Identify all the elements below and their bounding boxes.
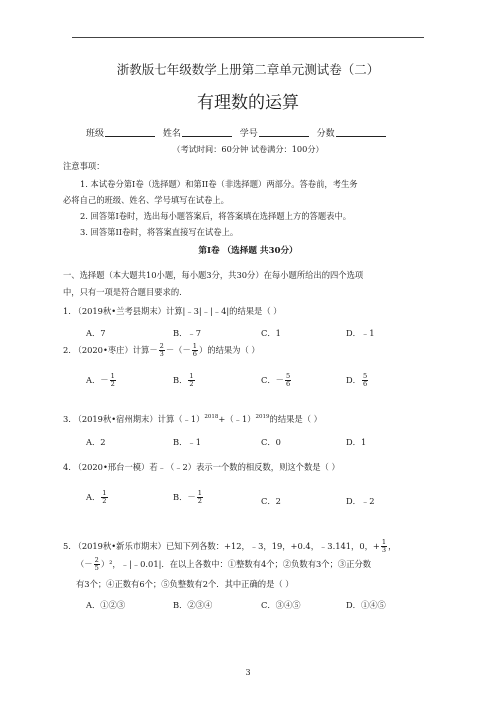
score-label: 分数 [316, 129, 335, 139]
student-id-label: 学号 [239, 129, 258, 139]
section-intro-1: 一、选择题（本大题共10小题，每小题3分，共30分）在每小题所给出的四个选项 [63, 270, 364, 280]
question-5-line-1: 5. （2019秋•新乐市期末）已知下列各数：+12，﹣3，19，+0.4，﹣3.141，0，+ $\frac{1}{3}$ ， [63, 538, 397, 554]
q1-option-a[interactable]: A．7 [86, 328, 106, 338]
score-blank[interactable] [336, 136, 386, 137]
q2-option-d[interactable]: D． $\frac{5}{6}$ [346, 372, 368, 388]
q3-option-b[interactable]: B．﹣1 [173, 437, 201, 447]
section-heading: 第I卷 （选择题 共30分） [198, 246, 298, 256]
q5-fraction-2: $\frac{2}{5}$ [94, 556, 99, 572]
student-info-row [86, 126, 391, 139]
q2-fraction-2: $\frac{1}{6}$ [192, 342, 197, 358]
student-id-blank[interactable] [259, 136, 309, 137]
class-label: 班级 [86, 129, 105, 139]
question-1-stem: 1. （2019秋•兰考县期末）计算|﹣3|﹣|﹣4|的结果是（ ） [63, 306, 282, 316]
q5-option-c[interactable]: C．③④⑤ [261, 600, 301, 610]
header-divider [72, 37, 424, 38]
note-item-3: 3. 回答第II卷时，将答案直接写在试卷上。 [80, 227, 239, 237]
q5-option-d[interactable]: D．①④⑤ [346, 600, 386, 610]
note-item-2: 2. 回答第I卷时，选出每小题答案后，将答案填在选择题上方的答题表中。 [80, 211, 352, 221]
name-blank[interactable] [182, 136, 232, 137]
q2-option-b[interactable]: B． $\frac{1}{2}$ [173, 372, 194, 388]
q3-option-a[interactable]: A．2 [86, 437, 106, 447]
q1-option-b[interactable]: B．﹣7 [173, 328, 201, 338]
q1-option-d[interactable]: D．﹣1 [346, 328, 375, 338]
question-3-stem: 3. （2019秋•宿州期末）计算（﹣1）$^{2018}$+（﹣1）$^{2019}$的结果是（ ） [63, 414, 322, 424]
question-5-line-2: （－ $\frac{2}{5}$ ）²，﹣|﹣0.01|．在以上各数中：①整数有4个；②负数有3个；③正分数 [76, 556, 372, 572]
q5-option-b[interactable]: B．②③④ [173, 600, 213, 610]
page-number: 3 [245, 668, 251, 677]
q2-fraction-1: $\frac{2}{3}$ [159, 342, 164, 358]
q5-option-a[interactable]: A．①②③ [86, 600, 126, 610]
section-intro-2: 中，只有一项是符合题目要求的. [63, 287, 182, 297]
q5-fraction-1: $\frac{1}{3}$ [381, 538, 387, 554]
document-subtitle: 有理数的运算 [197, 93, 299, 113]
document-title: 浙教版七年级数学上册第二章单元测试卷（二） [116, 62, 380, 77]
q4-option-c[interactable]: C．2 [261, 496, 281, 506]
q2-option-a[interactable]: A．－ $\frac{1}{2}$ [86, 372, 115, 388]
class-blank[interactable] [105, 136, 155, 137]
exam-meta: （考试时间：60分钟 试卷满分：100分） [172, 144, 324, 154]
name-label: 姓名 [162, 129, 181, 139]
q3-option-d[interactable]: D．1 [346, 437, 367, 447]
q4-option-b[interactable]: B．－ $\frac{1}{2}$ [173, 489, 202, 505]
q3-option-c[interactable]: C．0 [261, 437, 281, 447]
question-5-line-3: 有3个；④正数有6个；⑤负整数有2个．其中正确的是（ ） [76, 579, 294, 589]
note-item-1: 1. 本试卷分第I卷（选择题）和第II卷（非选择题）两部分。答卷前，考生务 [80, 179, 358, 189]
question-2-stem: 2. （2020•枣庄）计算－ $\frac{2}{3}$ －（－ $\frac{1}{6}$ ）的结果为（ ） [63, 342, 260, 358]
q4-option-a[interactable]: A． $\frac{1}{2}$ [86, 489, 107, 505]
q2-option-c[interactable]: C．－ $\frac{5}{6}$ [261, 372, 291, 388]
notes-heading: 注意事项： [63, 161, 105, 171]
question-4-stem: 4. （2020•邢台一模）若﹣（﹣2）表示一个数的相反数，则这个数是（ ） [63, 462, 340, 472]
q1-option-c[interactable]: C．1 [261, 328, 281, 338]
note-item-1-cont: 必将自己的班级、姓名、学号填写在试卷上。 [63, 195, 229, 205]
q4-option-d[interactable]: D．﹣2 [346, 496, 375, 506]
